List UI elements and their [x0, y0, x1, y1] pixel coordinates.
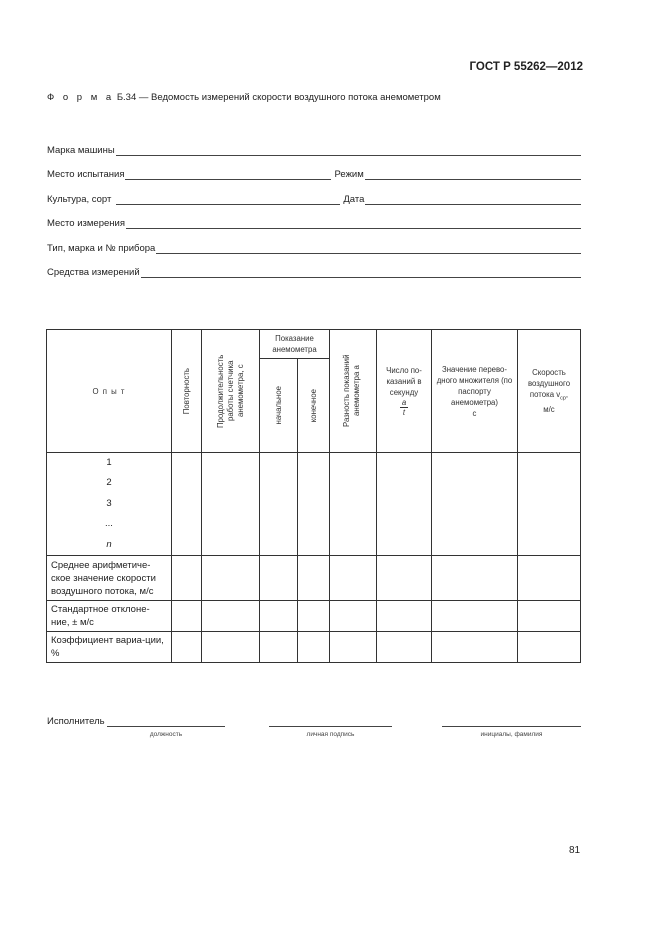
field-label: Место испытания: [47, 169, 125, 180]
executor-label: Исполнитель: [47, 716, 105, 727]
fill-line: [365, 169, 581, 180]
standard-number: ГОСТ Р 55262—2012: [469, 61, 583, 73]
header-repeat: Повторность: [172, 330, 202, 453]
table-row: [47, 556, 581, 601]
table-row: [47, 632, 581, 663]
field-label: Культура, сорт: [47, 194, 112, 205]
table-row: [47, 453, 581, 556]
field-label: Средства измерений: [47, 267, 140, 278]
form-title: [47, 92, 441, 103]
header-multiplier: Значение перево-дного множителя (по паспорту анемометра) с: [432, 330, 518, 453]
initials-caption: инициалы, фамилия: [480, 731, 543, 738]
field-device: [47, 240, 581, 254]
fill-line: [125, 169, 331, 180]
header-duration: Продолжительность работы счетчика анемометра, с: [202, 330, 260, 453]
field-label: Марка машины: [47, 145, 115, 156]
position-caption: должность: [149, 731, 183, 738]
header-experiment: О п ы т: [47, 330, 172, 453]
fill-line: [116, 145, 581, 156]
initials-line: [442, 725, 581, 727]
field-machine-brand: [47, 142, 581, 156]
field-label: Место измерения: [47, 218, 125, 229]
header-readings: Показание анемометра: [260, 330, 330, 359]
field-label: Режим: [334, 169, 364, 180]
field-crop: [47, 191, 581, 205]
header-count-per-second: Число по-казаний в секунду $\frac{a}{t}$: [377, 330, 432, 453]
fill-line: [126, 218, 581, 229]
row-std: Стандартное отклоне-ние, ± м/с: [47, 601, 172, 632]
signature-caption: личная подпись: [306, 731, 355, 738]
fraction-a-over-t: $\frac{a}{t}$: [401, 397, 407, 417]
fill-line: [156, 243, 581, 254]
fill-line: [141, 267, 581, 278]
experiment-numbers: 1 2 3 ... n: [47, 453, 172, 556]
header-initial: начальное: [260, 359, 298, 453]
signature-line: [269, 725, 392, 727]
measurement-table: [46, 329, 581, 663]
field-instruments: [47, 264, 581, 278]
form-title-text: Б.34 — Ведомость измерений скорости воздушного потока анемометром: [116, 92, 441, 103]
field-measure-site: [47, 215, 581, 229]
page-number: 81: [569, 845, 581, 856]
field-label: Дата: [343, 194, 365, 205]
header-difference: Разность показаний анемометра а: [330, 330, 377, 453]
fill-line: [365, 194, 581, 205]
header-final: конечное: [298, 359, 330, 453]
position-line: [107, 725, 225, 727]
fill-line: [116, 194, 340, 205]
form-word: Ф о р м а: [47, 92, 115, 103]
row-cv: Коэффициент вариа-ции, %: [47, 632, 172, 663]
header-speed: Скорость воздушного потока $v_{ср}$, м/с: [518, 330, 581, 453]
field-label: Тип, марка и № прибора: [47, 243, 156, 254]
row-mean: Среднее арифметиче-ское значение скорости воздушного потока, м/с: [47, 556, 172, 601]
table-row: [47, 601, 581, 632]
field-test-site: [47, 166, 581, 180]
